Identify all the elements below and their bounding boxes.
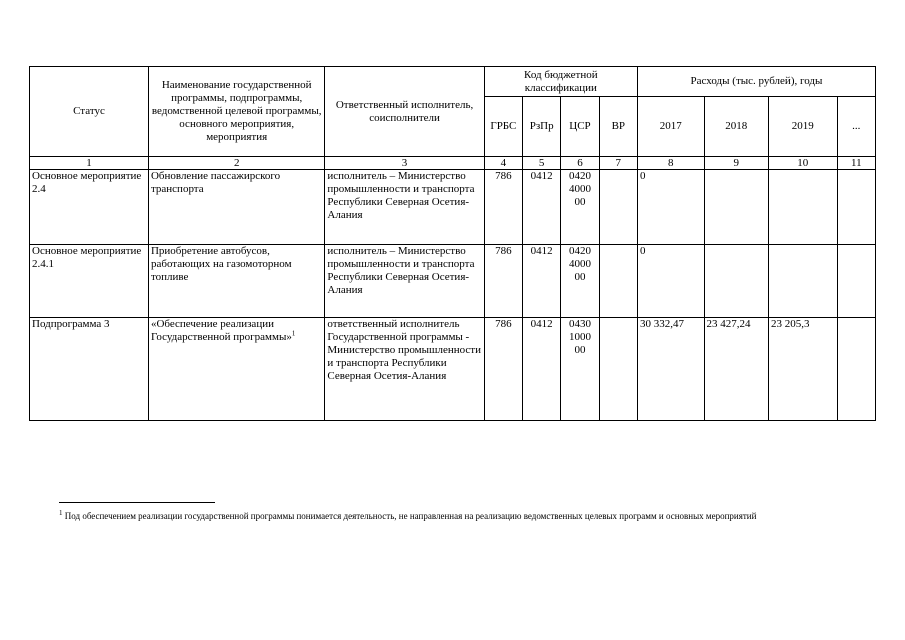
cell-extra <box>837 318 875 421</box>
table-row <box>30 245 876 318</box>
cell-status: Основное мероприятие 2.4 <box>30 170 149 245</box>
table-row <box>30 170 876 245</box>
cell-extra <box>837 170 875 245</box>
cell-executor: исполнитель – Министерство промышленности и транспорта Республики Северная Осетия-Алания <box>325 245 484 318</box>
cell-csr: 0420 4000 00 <box>561 245 599 318</box>
cell-rzpr: 0412 <box>523 318 561 421</box>
col-number: 8 <box>637 157 704 170</box>
footnote-ref: 1 <box>291 329 296 338</box>
header-rzpr: РзПр <box>523 97 561 157</box>
col-number: 7 <box>599 157 637 170</box>
col-number: 3 <box>325 157 484 170</box>
cell-name: Приобретение автобусов, работающих на газомоторном топливе <box>148 245 324 318</box>
header-budget-code: Код бюджетной классификации <box>484 67 637 97</box>
cell-2019 <box>769 170 838 245</box>
cell-vr <box>599 318 637 421</box>
col-number: 6 <box>561 157 599 170</box>
cell-status: Подпрограмма 3 <box>30 318 149 421</box>
column-number-row <box>30 157 876 170</box>
footnote-mark: 1 <box>59 509 63 517</box>
cell-vr <box>599 245 637 318</box>
cell-vr <box>599 170 637 245</box>
cell-2018 <box>704 170 769 245</box>
cell-2017: 30 332,47 <box>637 318 704 421</box>
cell-2019: 23 205,3 <box>769 318 838 421</box>
cell-2019 <box>769 245 838 318</box>
col-number: 2 <box>148 157 324 170</box>
header-year-2019: 2019 <box>769 97 838 157</box>
cell-csr: 0420 4000 00 <box>561 170 599 245</box>
header-year-2017: 2017 <box>637 97 704 157</box>
header-status: Статус <box>30 67 149 157</box>
cell-grbs: 786 <box>484 170 522 245</box>
col-number: 1 <box>30 157 149 170</box>
cell-name <box>148 318 324 421</box>
cell-grbs: 786 <box>484 245 522 318</box>
footnote-text: Под обеспечением реализации государственной программы понимается деятельность, не направленная на реализацию ведомственных целевых программ и основных мероприятий <box>62 511 757 521</box>
col-number: 5 <box>523 157 561 170</box>
cell-name-text: «Обеспечение реализации Государственной программы» <box>150 318 292 343</box>
header-name: Наименование государственной программы, подпрограммы, ведомственной целевой программы, основного мероприятия, мероприятия <box>148 67 324 157</box>
cell-name: Обновление пассажирского транспорта <box>148 170 324 245</box>
header-grbs: ГРБС <box>484 97 522 157</box>
footnote <box>59 509 849 524</box>
table-row <box>30 318 876 421</box>
header-vr: ВР <box>599 97 637 157</box>
col-number: 9 <box>704 157 769 170</box>
cell-csr: 0430 1000 00 <box>561 318 599 421</box>
col-number: 4 <box>484 157 522 170</box>
cell-executor: исполнитель – Министерство промышленности и транспорта Республики Северная Осетия-Алания <box>325 170 484 245</box>
col-number: 11 <box>837 157 875 170</box>
header-ellipsis: ... <box>837 97 875 157</box>
header-csr: ЦСР <box>561 97 599 157</box>
cell-rzpr: 0412 <box>523 245 561 318</box>
budget-table <box>29 66 876 421</box>
header-expenses: Расходы (тыс. рублей), годы <box>637 67 875 97</box>
cell-grbs: 786 <box>484 318 522 421</box>
header-year-2018: 2018 <box>704 97 769 157</box>
col-number: 10 <box>769 157 838 170</box>
cell-extra <box>837 245 875 318</box>
cell-2018 <box>704 245 769 318</box>
cell-executor: ответственный исполнитель Государственной программы - Министерство промышленности и транспорта Республики Северная Осетия-Алания <box>325 318 484 421</box>
footnote-separator <box>59 502 215 503</box>
cell-rzpr: 0412 <box>523 170 561 245</box>
cell-status: Основное мероприятие 2.4.1 <box>30 245 149 318</box>
cell-2017: 0 <box>637 170 704 245</box>
cell-2018: 23 427,24 <box>704 318 769 421</box>
cell-2017: 0 <box>637 245 704 318</box>
header-executor: Ответственный исполнитель, соисполнители <box>325 67 484 157</box>
